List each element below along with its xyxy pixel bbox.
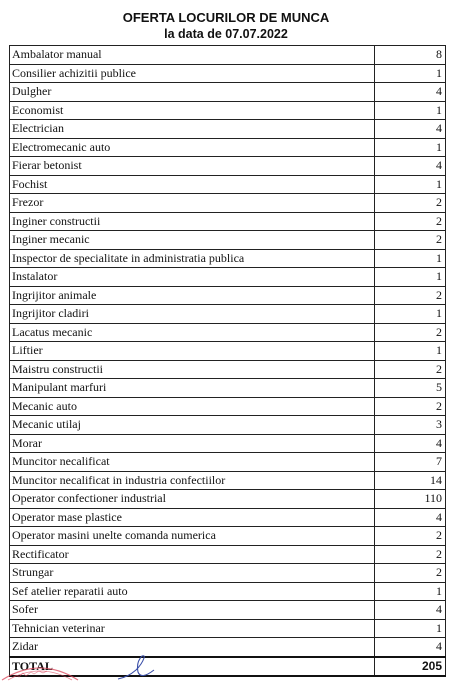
job-count-cell: 2 [375,212,446,231]
job-count-cell: 1 [375,175,446,194]
job-title-cell: Ingrijitor animale [10,286,375,305]
job-title-cell: Maistru constructii [10,360,375,379]
job-count-cell: 4 [375,120,446,139]
job-count-cell: 4 [375,434,446,453]
job-title-cell: Fochist [10,175,375,194]
job-count-cell: 7 [375,453,446,472]
job-title-cell: Sef atelier reparatii auto [10,582,375,601]
job-count-cell: 1 [375,305,446,324]
job-title-cell: Operator confectioner industrial [10,490,375,509]
job-count-cell: 5 [375,379,446,398]
job-title-cell: Operator masini unelte comanda numerica [10,527,375,546]
table-row [10,46,446,65]
table-row [10,83,446,102]
job-count-cell: 1 [375,64,446,83]
table-row [10,619,446,638]
job-count-cell: 2 [375,286,446,305]
job-count-cell: 1 [375,101,446,120]
table-row [10,231,446,250]
job-title-cell: Dulgher [10,83,375,102]
job-count-cell: 2 [375,545,446,564]
job-title-cell: Fierar betonist [10,157,375,176]
job-count-cell: 4 [375,83,446,102]
job-count-cell: 1 [375,582,446,601]
job-count-cell: 2 [375,231,446,250]
job-count-cell: 1 [375,619,446,638]
table-row [10,601,446,620]
table-row [10,323,446,342]
job-title-cell: Electromecanic auto [10,138,375,157]
table-row [10,471,446,490]
table-row [10,508,446,527]
job-title-cell: Muncitor necalificat in industria confectiilor [10,471,375,490]
job-count-cell: 1 [375,268,446,287]
table-row [10,268,446,287]
job-offers-table [9,45,446,677]
job-title-cell: Consilier achizitii publice [10,64,375,83]
job-count-cell: 1 [375,342,446,361]
job-count-cell: 2 [375,397,446,416]
job-count-cell: 4 [375,638,446,657]
table-row [10,545,446,564]
page-title: OFERTA LOCURILOR DE MUNCA [122,10,330,25]
job-count-cell: 2 [375,527,446,546]
table-row [10,490,446,509]
job-count-cell: 1 [375,249,446,268]
table-row [10,582,446,601]
job-title-cell: Morar [10,434,375,453]
table-row [10,416,446,435]
table-row [10,286,446,305]
date-subtitle: la data de 07.07.2022 [164,27,288,41]
job-title-cell: Strungar [10,564,375,583]
job-title-cell: Rectificator [10,545,375,564]
table-row [10,564,446,583]
job-title-cell: Manipulant marfuri [10,379,375,398]
job-title-cell: Mecanic auto [10,397,375,416]
total-label: TOTAL [10,657,375,677]
job-title-cell: Zidar [10,638,375,657]
job-title-cell: Frezor [10,194,375,213]
table-row [10,342,446,361]
table-row [10,175,446,194]
table-row [10,101,446,120]
table-row [10,64,446,83]
table-row [10,360,446,379]
job-count-cell: 3 [375,416,446,435]
job-title-cell: Electrician [10,120,375,139]
table-row [10,138,446,157]
total-value: 205 [375,657,446,677]
job-title-cell: Tehnician veterinar [10,619,375,638]
job-title-cell: Ingrijitor cladiri [10,305,375,324]
job-count-cell: 2 [375,564,446,583]
official-stamp-and-signature [0,654,200,682]
table-row [10,305,446,324]
table-row [10,120,446,139]
job-title-cell: Muncitor necalificat [10,453,375,472]
job-title-cell: Economist [10,101,375,120]
job-count-cell: 110 [375,490,446,509]
table-row [10,249,446,268]
job-count-cell: 14 [375,471,446,490]
table-row [10,157,446,176]
table-row [10,379,446,398]
job-title-cell: Inginer constructii [10,212,375,231]
job-title-cell: Operator mase plastice [10,508,375,527]
job-title-cell: Sofer [10,601,375,620]
job-title-cell: Mecanic utilaj [10,416,375,435]
job-count-cell: 2 [375,323,446,342]
table-row [10,453,446,472]
job-title-cell: Instalator [10,268,375,287]
job-title-cell: Ambalator manual [10,46,375,65]
table-row [10,397,446,416]
table-row [10,194,446,213]
job-title-cell: Lacatus mecanic [10,323,375,342]
job-count-cell: 2 [375,360,446,379]
job-title-cell: Inginer mecanic [10,231,375,250]
job-title-cell: Inspector de specialitate in administratia publica [10,249,375,268]
job-count-cell: 4 [375,157,446,176]
table-row [10,527,446,546]
job-count-cell: 1 [375,138,446,157]
table-row [10,212,446,231]
job-count-cell: 2 [375,194,446,213]
table-row [10,434,446,453]
job-title-cell: Liftier [10,342,375,361]
job-count-cell: 4 [375,508,446,527]
job-count-cell: 4 [375,601,446,620]
job-count-cell: 8 [375,46,446,65]
